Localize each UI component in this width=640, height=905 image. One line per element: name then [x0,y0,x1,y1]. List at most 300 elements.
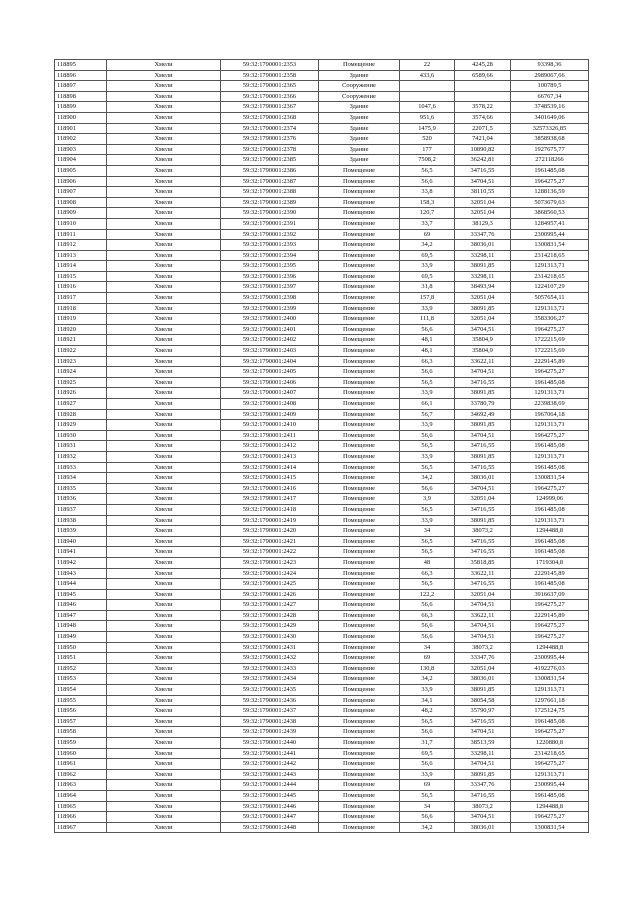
cadastral-value-cell: 1294488,8 [511,526,589,537]
object-type-cell: Помещение [319,377,400,388]
cadastral-value-cell: 1291313,71 [511,515,589,526]
object-type-cell: Помещение [319,388,400,399]
cadastral-number-cell: 59:32:1790001:2422 [221,547,319,558]
cadastral-value-cell: 5057654,11 [511,293,589,304]
specific-value-cell: 38493,94 [455,282,511,293]
cadastral-value-cell: 2229145,89 [511,356,589,367]
table-row [55,610,589,621]
specific-value-cell: 33347,76 [455,229,511,240]
object-type-cell: Сооружение [319,91,400,102]
row-number-cell: 118936 [55,494,107,505]
object-type-cell: Помещение [319,663,400,674]
specific-value-cell: 35804,9 [455,335,511,346]
specific-value-cell: 34716,55 [455,536,511,547]
cadastral-value-cell: 1964275,27 [511,621,589,632]
area-cell: 56,6 [400,632,455,643]
area-cell: 56,6 [400,727,455,738]
object-type-cell: Помещение [319,674,400,685]
location-cell: Хмели [107,504,221,515]
area-cell: 1475,9 [400,123,455,134]
object-type-cell: Помещение [319,526,400,537]
cadastral-value-cell: 93398,36 [511,60,589,71]
object-type-cell: Помещение [319,632,400,643]
row-number-cell: 118950 [55,642,107,653]
area-cell: 66,3 [400,610,455,621]
area-cell: 120,7 [400,208,455,219]
cadastral-value-cell: 1719304,8 [511,557,589,568]
location-cell: Хмели [107,399,221,410]
object-type-cell: Помещение [319,610,400,621]
table-row [55,388,589,399]
object-type-cell: Здание [319,134,400,145]
cadastral-number-cell: 59:32:1790001:2447 [221,812,319,823]
table-row [55,240,589,251]
object-type-cell: Помещение [319,473,400,484]
location-cell: Хмели [107,91,221,102]
area-cell: 56,6 [400,324,455,335]
object-type-cell: Помещение [319,420,400,431]
location-cell: Хмели [107,462,221,473]
table-row [55,441,589,452]
area-cell: 56,6 [400,483,455,494]
cadastral-number-cell: 59:32:1790001:2367 [221,102,319,113]
location-cell: Хмели [107,70,221,81]
object-type-cell: Помещение [319,727,400,738]
area-cell: 33,7 [400,218,455,229]
area-cell: 56,5 [400,441,455,452]
cadastral-number-cell: 59:32:1790001:2421 [221,536,319,547]
specific-value-cell: 38091,85 [455,303,511,314]
location-cell: Хмели [107,282,221,293]
area-cell: 34,2 [400,240,455,251]
cadastral-number-cell: 59:32:1790001:2399 [221,303,319,314]
row-number-cell: 118966 [55,812,107,823]
specific-value-cell: 32051,04 [455,197,511,208]
specific-value-cell: 38091,85 [455,451,511,462]
cadastral-number-cell: 59:32:1790001:2424 [221,568,319,579]
cadastral-number-cell: 59:32:1790001:2437 [221,706,319,717]
area-cell: 31,7 [400,738,455,749]
cadastral-number-cell: 59:32:1790001:2439 [221,727,319,738]
specific-value-cell: 34704,51 [455,483,511,494]
cadastral-value-cell: 1964275,27 [511,176,589,187]
cadastral-value-cell: 2300995,44 [511,653,589,664]
cadastral-value-cell: 1291313,71 [511,451,589,462]
table-row [55,356,589,367]
location-cell: Хмели [107,441,221,452]
area-cell: 56,5 [400,547,455,558]
specific-value-cell: 38091,85 [455,261,511,272]
specific-value-cell: 3574,66 [455,112,511,123]
cadastral-number-cell: 59:32:1790001:2445 [221,790,319,801]
row-number-cell: 118961 [55,759,107,770]
cadastral-value-cell: 1722215,69 [511,346,589,357]
cadastral-value-cell: 1288136,59 [511,187,589,198]
cadastral-value-cell: 1294488,8 [511,801,589,812]
location-cell: Хмели [107,430,221,441]
cadastral-value-cell: 1300831,54 [511,240,589,251]
row-number-cell: 118953 [55,674,107,685]
area-cell: 158,3 [400,197,455,208]
row-number-cell: 118965 [55,801,107,812]
row-number-cell: 118930 [55,430,107,441]
cadastral-number-cell: 59:32:1790001:2443 [221,769,319,780]
table-row [55,399,589,410]
row-number-cell: 118901 [55,123,107,134]
area-cell: 130,8 [400,663,455,674]
object-type-cell: Помещение [319,303,400,314]
table-row [55,706,589,717]
row-number-cell: 118958 [55,727,107,738]
location-cell: Хмели [107,293,221,304]
table-row [55,303,589,314]
table-row [55,642,589,653]
row-number-cell: 118908 [55,197,107,208]
cadastral-number-cell: 59:32:1790001:2412 [221,441,319,452]
table-row [55,536,589,547]
table-row [55,155,589,166]
table-row [55,494,589,505]
table-row [55,112,589,123]
table-row [55,769,589,780]
area-cell: 56,5 [400,377,455,388]
specific-value-cell: 38091,85 [455,685,511,696]
cadastral-number-cell: 59:32:1790001:2406 [221,377,319,388]
cadastral-number-cell: 59:32:1790001:2448 [221,822,319,833]
table-row [55,144,589,155]
cadastral-value-cell: 1300831,54 [511,473,589,484]
location-cell: Хмели [107,367,221,378]
object-type-cell: Помещение [319,314,400,325]
area-cell: 33,9 [400,303,455,314]
table-row [55,420,589,431]
object-type-cell: Помещение [319,60,400,71]
cadastral-value-cell: 1967064,18 [511,409,589,420]
specific-value-cell: 38036,01 [455,473,511,484]
row-number-cell: 118906 [55,176,107,187]
location-cell: Хмели [107,314,221,325]
location-cell: Хмели [107,271,221,282]
location-cell: Хмели [107,748,221,759]
object-type-cell: Помещение [319,335,400,346]
cadastral-value-cell: 1961485,08 [511,536,589,547]
object-type-cell: Помещение [319,685,400,696]
specific-value-cell: 38036,01 [455,240,511,251]
cadastral-number-cell: 59:32:1790001:2410 [221,420,319,431]
cadastral-value-cell: 1291313,71 [511,769,589,780]
row-number-cell: 118945 [55,589,107,600]
table-row [55,123,589,134]
cadastral-value-cell: 1291313,71 [511,261,589,272]
table-row [55,579,589,590]
table-row [55,801,589,812]
location-cell: Хмели [107,642,221,653]
row-number-cell: 118941 [55,547,107,558]
table-row [55,81,589,92]
cadastral-value-cell: 1964275,27 [511,812,589,823]
row-number-cell: 118900 [55,112,107,123]
cadastral-number-cell: 59:32:1790001:2365 [221,81,319,92]
area-cell: 69,5 [400,748,455,759]
object-type-cell: Помещение [319,589,400,600]
specific-value-cell: 38073,2 [455,801,511,812]
row-number-cell: 118949 [55,632,107,643]
location-cell: Хмели [107,208,221,219]
cadastral-value-cell: 2239838,69 [511,399,589,410]
cadastral-number-cell: 59:32:1790001:2428 [221,610,319,621]
area-cell: 34 [400,801,455,812]
row-number-cell: 118963 [55,780,107,791]
location-cell: Хмели [107,388,221,399]
specific-value-cell: 34716,55 [455,165,511,176]
specific-value-cell: 34704,51 [455,600,511,611]
specific-value-cell: 38036,01 [455,674,511,685]
location-cell: Хмели [107,653,221,664]
object-type-cell: Помещение [319,324,400,335]
cadastral-value-cell: 2300995,44 [511,229,589,240]
location-cell: Хмели [107,812,221,823]
object-type-cell: Помещение [319,579,400,590]
cadastral-number-cell: 59:32:1790001:2392 [221,229,319,240]
location-cell: Хмели [107,822,221,833]
cadastral-value-cell: 2314218,65 [511,250,589,261]
specific-value-cell: 32051,04 [455,589,511,600]
area-cell: 56,5 [400,536,455,547]
cadastral-value-cell: 1964275,27 [511,759,589,770]
cadastral-number-cell: 59:32:1790001:2438 [221,716,319,727]
cadastral-value-cell: 2314218,65 [511,271,589,282]
location-cell: Хмели [107,250,221,261]
location-cell: Хмели [107,123,221,134]
area-cell: 56,6 [400,759,455,770]
specific-value-cell: 32051,04 [455,293,511,304]
specific-value-cell: 10890,82 [455,144,511,155]
area-cell: 48 [400,557,455,568]
specific-value-cell: 34704,51 [455,324,511,335]
cadastral-value-cell: 1961485,08 [511,441,589,452]
cadastral-value-cell: 1297661,18 [511,695,589,706]
object-type-cell: Помещение [319,494,400,505]
table-row [55,515,589,526]
cadastral-value-cell: 2300995,44 [511,780,589,791]
table-row [55,70,589,81]
specific-value-cell: 38054,58 [455,695,511,706]
object-type-cell: Помещение [319,356,400,367]
location-cell: Хмели [107,610,221,621]
location-cell: Хмели [107,568,221,579]
table-row [55,504,589,515]
object-type-cell: Здание [319,123,400,134]
row-number-cell: 118942 [55,557,107,568]
row-number-cell: 118920 [55,324,107,335]
area-cell: 66,1 [400,399,455,410]
object-type-cell: Помещение [319,250,400,261]
cadastral-value-cell: 100789,5 [511,81,589,92]
table-row [55,197,589,208]
cadastral-number-cell: 59:32:1790001:2435 [221,685,319,696]
table-row [55,526,589,537]
table-row [55,60,589,71]
specific-value-cell: 38091,85 [455,420,511,431]
cadastral-value-cell: 1300831,54 [511,674,589,685]
row-number-cell: 118928 [55,409,107,420]
row-number-cell: 118955 [55,695,107,706]
specific-value-cell: 6589,66 [455,70,511,81]
cadastral-value-cell: 1220880,8 [511,738,589,749]
specific-value-cell: 35818,85 [455,557,511,568]
location-cell: Хмели [107,335,221,346]
cadastral-number-cell: 59:32:1790001:2368 [221,112,319,123]
location-cell: Хмели [107,356,221,367]
object-type-cell: Здание [319,144,400,155]
row-number-cell: 118959 [55,738,107,749]
table-row [55,822,589,833]
table-row [55,218,589,229]
location-cell: Хмели [107,409,221,420]
object-type-cell: Помещение [319,759,400,770]
object-type-cell: Помещение [319,229,400,240]
area-cell: 111,8 [400,314,455,325]
row-number-cell: 118896 [55,70,107,81]
object-type-cell: Помещение [319,706,400,717]
row-number-cell: 118898 [55,91,107,102]
table-row [55,409,589,420]
area-cell: 69 [400,229,455,240]
specific-value-cell: 38129,3 [455,218,511,229]
row-number-cell: 118931 [55,441,107,452]
cadastral-value-cell: 1300831,54 [511,822,589,833]
specific-value-cell: 38091,85 [455,515,511,526]
row-number-cell: 118922 [55,346,107,357]
specific-value-cell: 38110,55 [455,187,511,198]
specific-value-cell: 33622,11 [455,568,511,579]
specific-value-cell: 33298,11 [455,250,511,261]
specific-value-cell: 34716,55 [455,579,511,590]
table-row [55,250,589,261]
object-type-cell: Помещение [319,293,400,304]
table-body [55,60,589,833]
location-cell: Хмели [107,695,221,706]
location-cell: Хмели [107,473,221,484]
area-cell: 7508,2 [400,155,455,166]
row-number-cell: 118937 [55,504,107,515]
area-cell: 56,5 [400,462,455,473]
cadastral-value-cell: 1961485,08 [511,504,589,515]
cadastral-number-cell: 59:32:1790001:2390 [221,208,319,219]
cadastral-number-cell: 59:32:1790001:2436 [221,695,319,706]
cadastral-value-cell: 1964275,27 [511,483,589,494]
cadastral-value-cell: 2314218,65 [511,748,589,759]
specific-value-cell: 34704,51 [455,812,511,823]
object-type-cell: Помещение [319,187,400,198]
location-cell: Хмели [107,346,221,357]
cadastral-value-cell: 1961485,08 [511,579,589,590]
cadastral-value-cell: 1294488,8 [511,642,589,653]
cadastral-value-cell: 124999,06 [511,494,589,505]
object-type-cell: Помещение [319,515,400,526]
object-type-cell: Помещение [319,716,400,727]
row-number-cell: 118921 [55,335,107,346]
table-row [55,663,589,674]
area-cell: 48,1 [400,335,455,346]
specific-value-cell: 38036,01 [455,822,511,833]
cadastral-number-cell: 59:32:1790001:2387 [221,176,319,187]
object-type-cell: Помещение [319,441,400,452]
row-number-cell: 118925 [55,377,107,388]
area-cell: 69,5 [400,271,455,282]
row-number-cell: 118912 [55,240,107,251]
row-number-cell: 118917 [55,293,107,304]
object-type-cell: Помещение [319,812,400,823]
table-row [55,812,589,823]
cadastral-number-cell: 59:32:1790001:2418 [221,504,319,515]
area-cell: 56,6 [400,430,455,441]
object-type-cell: Помещение [319,801,400,812]
cadastral-number-cell: 59:32:1790001:2374 [221,123,319,134]
table-row [55,134,589,145]
area-cell: 56,6 [400,176,455,187]
area-cell: 69 [400,653,455,664]
table-row [55,759,589,770]
row-number-cell: 118911 [55,229,107,240]
specific-value-cell: 33298,11 [455,271,511,282]
specific-value-cell: 34692,49 [455,409,511,420]
specific-value-cell: 4245,28 [455,60,511,71]
table-row [55,568,589,579]
area-cell: 33,9 [400,685,455,696]
area-cell: 56,5 [400,579,455,590]
area-cell: 34,1 [400,695,455,706]
cadastral-number-cell: 59:32:1790001:2415 [221,473,319,484]
area-cell: 33,9 [400,261,455,272]
object-type-cell: Помещение [319,282,400,293]
table-row [55,632,589,643]
table-row [55,547,589,558]
area-cell: 951,6 [400,112,455,123]
row-number-cell: 118951 [55,653,107,664]
location-cell: Хмели [107,165,221,176]
row-number-cell: 118933 [55,462,107,473]
cadastral-number-cell: 59:32:1790001:2430 [221,632,319,643]
cadastral-number-cell: 59:32:1790001:2441 [221,748,319,759]
row-number-cell: 118897 [55,81,107,92]
location-cell: Хмели [107,155,221,166]
cadastral-number-cell: 59:32:1790001:2409 [221,409,319,420]
cadastral-value-cell: 1964275,27 [511,367,589,378]
row-number-cell: 118902 [55,134,107,145]
specific-value-cell: 34716,55 [455,716,511,727]
row-number-cell: 118899 [55,102,107,113]
location-cell: Хмели [107,134,221,145]
object-type-cell: Помещение [319,536,400,547]
table-row [55,324,589,335]
cadastral-number-cell: 59:32:1790001:2398 [221,293,319,304]
row-number-cell: 118904 [55,155,107,166]
location-cell: Хмели [107,632,221,643]
row-number-cell: 118923 [55,356,107,367]
location-cell: Хмели [107,727,221,738]
cadastral-value-cell: 1961485,08 [511,462,589,473]
object-type-cell: Помещение [319,653,400,664]
cadastral-number-cell: 59:32:1790001:2405 [221,367,319,378]
location-cell: Хмели [107,451,221,462]
area-cell: 33,9 [400,388,455,399]
cadastral-number-cell: 59:32:1790001:2395 [221,261,319,272]
area-cell: 56,5 [400,504,455,515]
row-number-cell: 118964 [55,790,107,801]
cadastral-number-cell: 59:32:1790001:2396 [221,271,319,282]
cadastral-number-cell: 59:32:1790001:2388 [221,187,319,198]
